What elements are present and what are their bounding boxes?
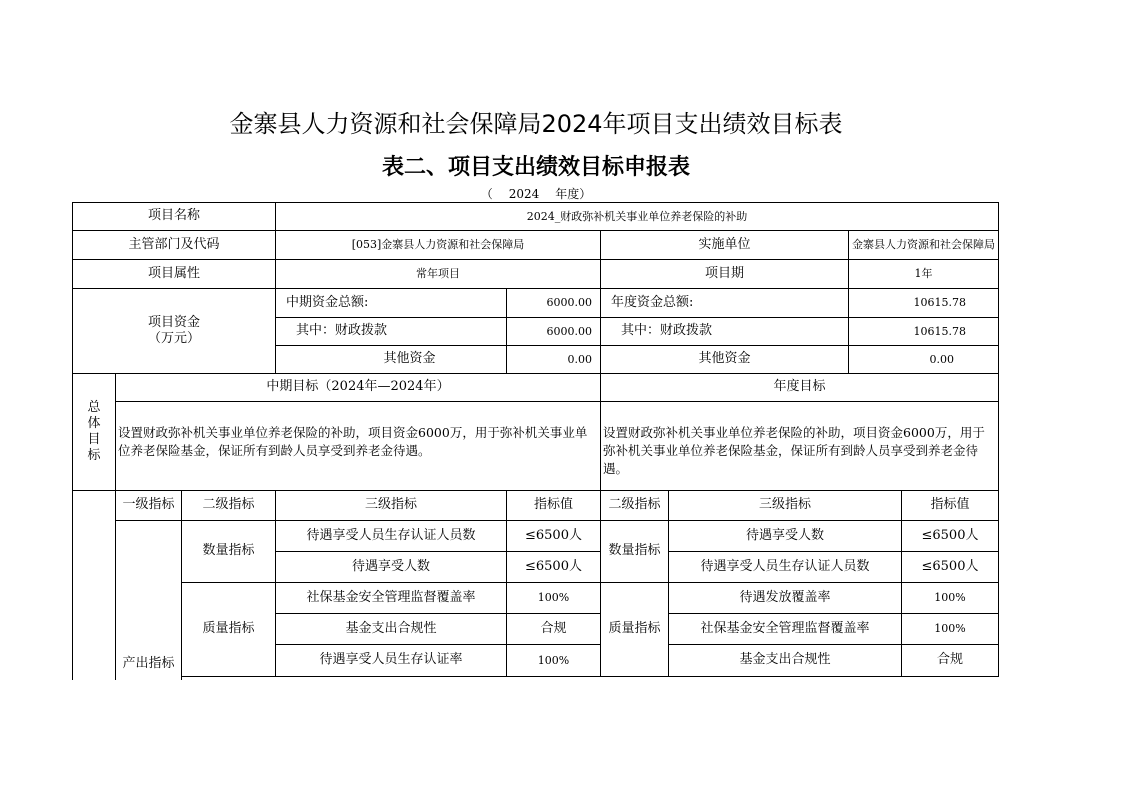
- year-other-value: 0.00: [848, 345, 999, 374]
- page-title: 金寨县人力资源和社会保障局2024年项目支出绩效目标表: [229, 110, 843, 138]
- year-other-label: 其他资金: [600, 345, 849, 374]
- mid-row-name: 待遇享受人数: [275, 551, 507, 583]
- mid-quantity-label: 数量指标: [181, 520, 276, 583]
- mid-row-name: 待遇享受人员生存认证人员数: [275, 520, 507, 552]
- impl-value: 金寨县人力资源和社会保障局: [848, 230, 999, 260]
- year-fiscal-label: 其中：财政拨款: [600, 317, 849, 346]
- mid-row-value: 100%: [506, 582, 601, 614]
- page-subtitle: 表二、项目支出绩效目标申报表: [381, 155, 690, 180]
- hdr-level2-year: 二级指标: [600, 490, 669, 521]
- year-open: （: [480, 187, 493, 201]
- year-total-value: 10615.78: [848, 288, 999, 318]
- level1-output-text: 产出指标: [122, 655, 175, 671]
- funds-label-line2: （万元）: [147, 331, 200, 346]
- project-name-label: 项目名称: [72, 202, 276, 231]
- year-row-name: 社保基金安全管理监督覆盖率: [668, 613, 902, 645]
- year-label: 年度）: [555, 187, 592, 201]
- mid-row-value: 合规: [506, 613, 601, 645]
- mid-goal-text: 设置财政弥补机关事业单位养老保险的补助，项目资金6000万，用于弥补机关事业单位养老保险基金，保证所有到龄人员享受到养老金待遇。: [115, 401, 601, 491]
- hdr-level1: 一级指标: [115, 490, 182, 521]
- year-row-value: 合规: [901, 644, 999, 677]
- overall-goal-label-text: 总体目标: [87, 399, 101, 464]
- year-quantity-label: 数量指标: [600, 520, 669, 583]
- mid-row-value: ≤6500人: [506, 520, 601, 552]
- mid-other-label: 其他资金: [275, 345, 507, 374]
- level1-output: [115, 520, 182, 680]
- hdr-level3-mid: 三级指标: [275, 490, 507, 521]
- year-row-value: 100%: [901, 613, 999, 645]
- mid-fiscal-value: 6000.00: [506, 317, 601, 346]
- year-row-name: 待遇发放覆盖率: [668, 582, 902, 614]
- dept-value: [053]金寨县人力资源和社会保障局: [275, 230, 601, 260]
- mid-row-value: 100%: [506, 644, 601, 677]
- mid-goal-header: 中期目标（2024年—2024年）: [115, 373, 601, 402]
- year-quality-label: 质量指标: [600, 582, 669, 677]
- impl-label: 实施单位: [600, 230, 849, 260]
- attr-value: 常年项目: [275, 259, 601, 289]
- mid-total-value: 6000.00: [506, 288, 601, 318]
- mid-row-name: 待遇享受人员生存认证率: [275, 644, 507, 677]
- hdr-level3-year: 三级指标: [668, 490, 902, 521]
- overall-goal-label: [72, 373, 116, 491]
- mid-row-value: ≤6500人: [506, 551, 601, 583]
- year-row-value: 100%: [901, 582, 999, 614]
- mid-row-name: 社保基金安全管理监督覆盖率: [275, 582, 507, 614]
- year-row-name: 基金支出合规性: [668, 644, 902, 677]
- period-label: 项目期: [600, 259, 849, 289]
- year-row-value: ≤6500人: [901, 551, 999, 583]
- year-goal-text: 设置财政弥补机关事业单位养老保险的补助，项目资金6000万，用于弥补机关事业单位养老保险基金，保证所有到龄人员享受到养老金待遇。: [600, 401, 999, 491]
- mid-other-value: 0.00: [506, 345, 601, 374]
- hdr-level2-mid: 二级指标: [181, 490, 276, 521]
- mid-total-label: 中期资金总额:: [275, 288, 507, 318]
- funds-label: [72, 288, 276, 374]
- project-name-value: 2024_财政弥补机关事业单位养老保险的补助: [275, 202, 999, 231]
- year-total-label: 年度资金总额:: [600, 288, 849, 318]
- mid-fiscal-label: 其中：财政拨款: [275, 317, 507, 346]
- hdr-value-year: 指标值: [901, 490, 999, 521]
- mid-quality-label: 质量指标: [181, 582, 276, 677]
- year-fiscal-value: 10615.78: [848, 317, 999, 346]
- year-line: [0, 185, 1072, 202]
- year-value: 2024: [508, 187, 540, 201]
- hdr-value-mid: 指标值: [506, 490, 601, 521]
- attr-label: 项目属性: [72, 259, 276, 289]
- year-goal-header: 年度目标: [600, 373, 999, 402]
- year-row-name: 待遇享受人员生存认证人员数: [668, 551, 902, 583]
- year-row-value: ≤6500人: [901, 520, 999, 552]
- year-row-name: 待遇享受人数: [668, 520, 902, 552]
- period-value: 1年: [848, 259, 999, 289]
- indicators-side-column: [72, 490, 116, 680]
- funds-label-line1: 项目资金: [147, 314, 200, 330]
- dept-label: 主管部门及代码: [72, 230, 276, 260]
- mid-row-name: 基金支出合规性: [275, 613, 507, 645]
